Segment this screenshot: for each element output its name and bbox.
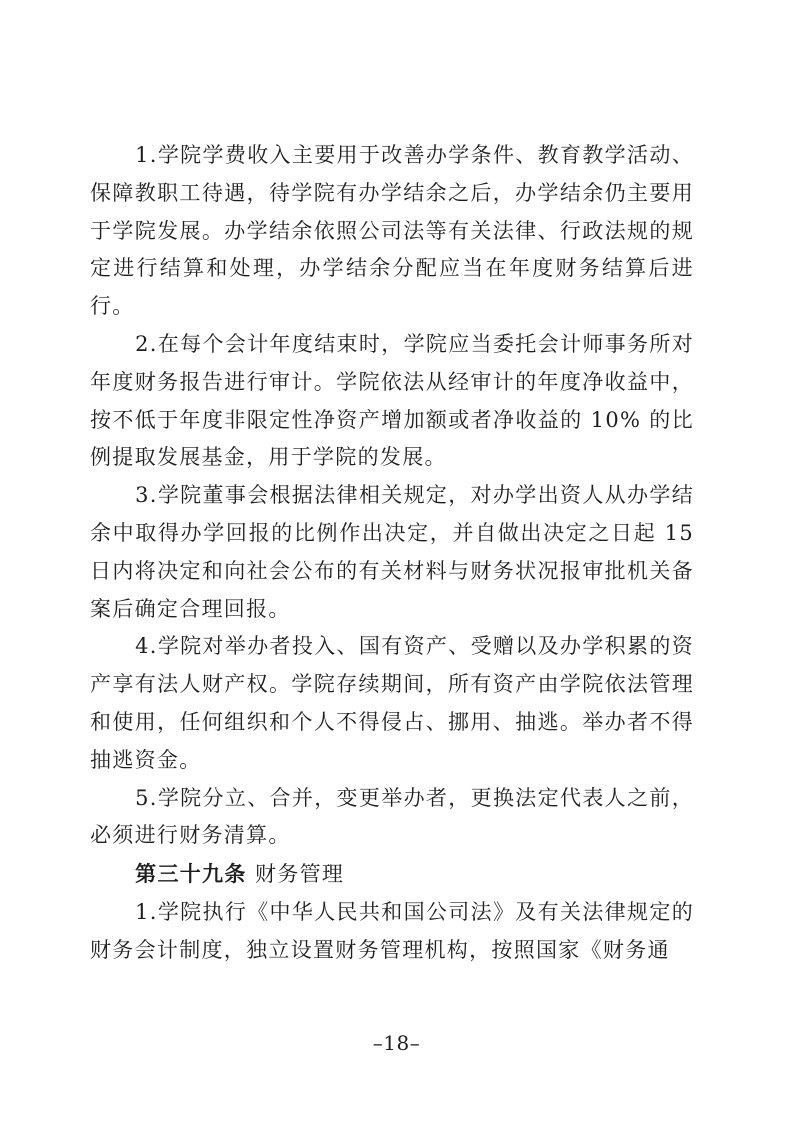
page-footer: [0, 1031, 793, 1055]
article-number: 第三十九条: [135, 861, 247, 887]
paragraph: 4.学院对举办者投入、国有资产、受赠以及办学积累的资产享有法人财产权。学院存续期间，所有资产由学院依法管理和使用，任何组织和个人不得侵占、挪用、抽逃。举办者不得抽逃资金。: [90, 634, 694, 772]
paragraph: 1.学院学费收入主要用于改善办学条件、教育教学活动、保障教职工待遇，待学院有办学结余之后，办学结余仍主要用于学院发展。办学结余依照公司法等有关法律、行政法规的规定进行结算和处理，办学结余分配应当在年度财务结算后进行。: [90, 143, 694, 319]
paragraph: 5.学院分立、合并，变更举办者，更换法定代表人之前，必须进行财务清算。: [90, 785, 694, 848]
article-title: 财务管理: [255, 862, 345, 887]
paragraph: 3.学院董事会根据法律相关规定，对办学出资人从办学结余中取得办学回报的比例作出决定，并自做出决定之日起 15 日内将决定和向社会公布的有关材料与财务状况报审批机关备案后确定合理回报。: [90, 483, 694, 621]
article-heading: [90, 855, 694, 894]
paragraph: 2.在每个会计年度结束时，学院应当委托会计师事务所对年度财务报告进行审计。学院依法从经审计的年度净收益中，按不低于年度非限定性净资产增加额或者净收益的 10% 的比例提取发展基金，用于学院的发展。: [90, 331, 694, 470]
document-body: [90, 137, 694, 970]
page-number: –18–: [372, 1031, 421, 1055]
paragraph: 1.学院执行《中华人民共和国公司法》及有关法律规定的财务会计制度，独立设置财务管理机构，按照国家《财务通: [90, 899, 694, 962]
